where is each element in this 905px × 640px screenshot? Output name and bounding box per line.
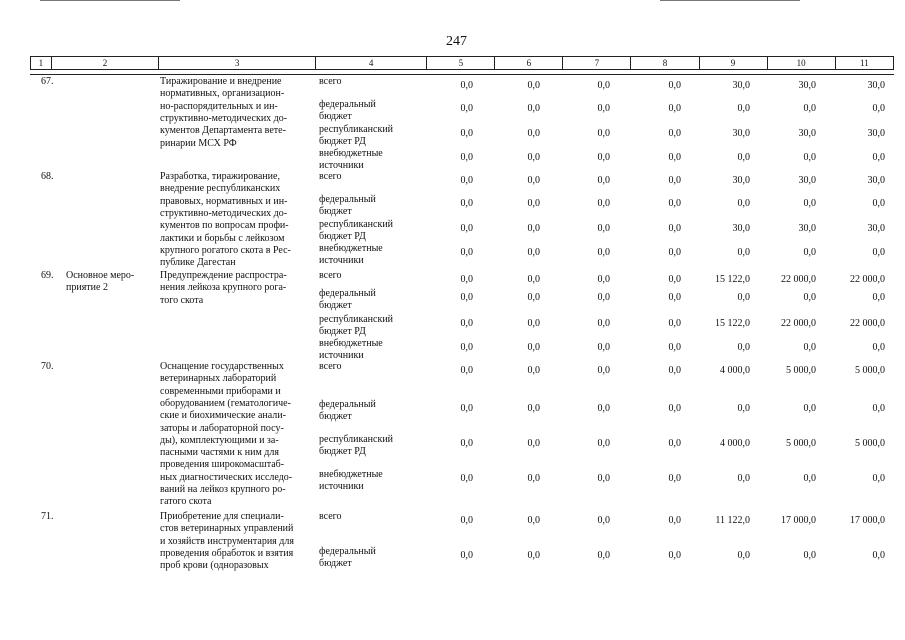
funding-value: 0,0 (597, 175, 610, 186)
funding-value: 0,0 (460, 438, 473, 449)
activity-description: заторы и лабораторной посу- (160, 422, 284, 434)
funding-source-label: бюджет РД (319, 326, 366, 338)
funding-source-label: республиканский (319, 434, 394, 445)
funding-value: 11 122,0 (715, 515, 750, 526)
funding-value: 0,0 (668, 438, 681, 449)
funding-value: 0,0 (460, 403, 473, 414)
funding-value: 0,0 (668, 247, 681, 258)
funding-value: 5 000,0 (786, 438, 816, 449)
funding-value: 30,0 (732, 128, 750, 139)
funding-source-label: бюджет (319, 300, 352, 312)
funding-value: 0,0 (872, 292, 885, 303)
funding-value: 0,0 (597, 80, 610, 91)
funding-value: 0,0 (460, 318, 473, 329)
activity-description: кументов по вопросам профи- (160, 220, 289, 232)
page-number: 247 (446, 34, 467, 49)
funding-value: 0,0 (527, 175, 540, 186)
funding-source-label: бюджет (319, 206, 352, 218)
funding-value: 30,0 (798, 80, 816, 91)
row-number: 71. (41, 511, 54, 522)
row-number: 69. (41, 270, 54, 281)
column-header: 5 (427, 57, 495, 70)
funding-value: 0,0 (803, 292, 816, 303)
top-edge-line (40, 0, 180, 1)
activity-description: Тиражирование и внедрение (160, 76, 282, 87)
funding-value: 22 000,0 (850, 274, 885, 285)
funding-source-label: республиканский (319, 219, 394, 230)
funding-value: 0,0 (737, 473, 750, 484)
funding-value: 0,0 (527, 342, 540, 353)
funding-value: 0,0 (668, 128, 681, 139)
funding-value: 17 000,0 (850, 515, 885, 526)
funding-value: 0,0 (737, 403, 750, 414)
funding-value: 0,0 (597, 247, 610, 258)
funding-source-label: бюджет (319, 411, 352, 423)
funding-value: 0,0 (803, 152, 816, 163)
funding-value: 0,0 (527, 473, 540, 484)
funding-value: 0,0 (460, 550, 473, 561)
funding-value: 0,0 (872, 473, 885, 484)
activity-description: структивно-методических до- (160, 207, 288, 219)
funding-value: 0,0 (527, 550, 540, 561)
funding-value: 0,0 (872, 152, 885, 163)
funding-value: 0,0 (597, 103, 610, 114)
funding-value: 0,0 (597, 318, 610, 329)
funding-value: 22 000,0 (781, 274, 816, 285)
funding-value: 0,0 (597, 342, 610, 353)
activity-description: пасными частями к ним для (160, 447, 279, 459)
funding-value: 0,0 (527, 223, 540, 234)
funding-value: 0,0 (527, 103, 540, 114)
activity-description: нормативных, организацион- (160, 88, 285, 100)
funding-source-label: источники (319, 160, 364, 172)
column-header: 10 (767, 57, 835, 70)
top-edge-line (660, 0, 800, 1)
funding-source-label: внебюджетные (319, 243, 383, 254)
activity-description: лактики и борьбы с лейкозом (160, 232, 285, 244)
funding-source-label: федеральный (319, 288, 376, 299)
funding-value: 0,0 (803, 103, 816, 114)
activity-description: Разработка, тиражирование, (160, 171, 280, 182)
funding-source-label: всего (319, 361, 342, 372)
funding-value: 0,0 (668, 223, 681, 234)
funding-value: 0,0 (460, 128, 473, 139)
funding-value: 0,0 (803, 403, 816, 414)
funding-source-label: всего (319, 511, 342, 522)
row-number: 70. (41, 361, 54, 372)
funding-value: 22 000,0 (781, 318, 816, 329)
funding-value: 15 122,0 (715, 274, 750, 285)
column-header-row (30, 56, 894, 70)
funding-value: 0,0 (460, 292, 473, 303)
funding-value: 0,0 (460, 365, 473, 376)
funding-value: 30,0 (798, 128, 816, 139)
program-label: приятие 2 (66, 282, 108, 294)
column-header: 3 (159, 57, 316, 70)
funding-value: 0,0 (460, 152, 473, 163)
funding-value: 0,0 (597, 292, 610, 303)
funding-value: 0,0 (668, 152, 681, 163)
activity-description: структивно-методических до- (160, 112, 288, 124)
funding-value: 0,0 (803, 550, 816, 561)
funding-value: 0,0 (803, 473, 816, 484)
funding-value: 0,0 (527, 274, 540, 285)
activity-description: оборудованием (гематологиче- (160, 397, 291, 409)
funding-value: 0,0 (872, 403, 885, 414)
funding-source-label: бюджет (319, 558, 352, 570)
activity-description: проведения обработок и взятия (160, 547, 294, 559)
funding-source-label: республиканский (319, 124, 394, 135)
activity-description: крупного рогатого скота в Рес- (160, 244, 291, 256)
program-label: Основное меро- (66, 270, 135, 281)
activity-description: кументов Департамента вете- (160, 125, 286, 137)
funding-value: 0,0 (527, 247, 540, 258)
funding-value: 30,0 (867, 223, 885, 234)
funding-value: 0,0 (668, 550, 681, 561)
activity-description: ветеринарных лабораторий (160, 373, 277, 385)
funding-value: 0,0 (597, 515, 610, 526)
funding-source-label: всего (319, 171, 342, 182)
funding-value: 0,0 (872, 550, 885, 561)
funding-value: 0,0 (597, 274, 610, 285)
funding-value: 0,0 (737, 550, 750, 561)
column-header: 6 (495, 57, 563, 70)
funding-value: 0,0 (527, 438, 540, 449)
funding-source-label: внебюджетные (319, 469, 383, 480)
funding-value: 0,0 (872, 198, 885, 209)
activity-description: нения лейкоза крупного рога- (160, 282, 287, 294)
funding-value: 0,0 (460, 103, 473, 114)
column-header: 11 (835, 57, 893, 70)
activity-description: стов ветеринарных управлений (160, 523, 294, 535)
funding-value: 4 000,0 (720, 438, 750, 449)
funding-source-label: источники (319, 350, 364, 362)
funding-value: 30,0 (798, 223, 816, 234)
funding-value: 0,0 (668, 292, 681, 303)
activity-description: того скота (160, 294, 204, 306)
funding-value: 0,0 (803, 198, 816, 209)
funding-value: 0,0 (597, 403, 610, 414)
funding-value: 0,0 (527, 318, 540, 329)
funding-value: 0,0 (737, 198, 750, 209)
funding-value: 0,0 (668, 274, 681, 285)
funding-value: 0,0 (668, 318, 681, 329)
funding-value: 5 000,0 (855, 438, 885, 449)
funding-value: 0,0 (872, 247, 885, 258)
funding-value: 0,0 (597, 198, 610, 209)
funding-source-label: всего (319, 76, 342, 87)
funding-value: 0,0 (668, 403, 681, 414)
funding-value: 0,0 (597, 438, 610, 449)
funding-value: 0,0 (872, 342, 885, 353)
funding-source-label: федеральный (319, 399, 376, 410)
row-number: 67. (41, 76, 54, 87)
funding-source-label: источники (319, 255, 364, 267)
funding-value: 0,0 (597, 128, 610, 139)
funding-value: 0,0 (668, 515, 681, 526)
funding-value: 0,0 (737, 342, 750, 353)
column-header: 9 (699, 57, 767, 70)
funding-source-label: федеральный (319, 546, 376, 557)
funding-source-label: бюджет РД (319, 231, 366, 243)
funding-source-label: источники (319, 481, 364, 493)
funding-value: 0,0 (527, 198, 540, 209)
activity-description: ские и биохимические анали- (160, 410, 286, 422)
activity-description: гатого скота (160, 496, 212, 508)
funding-value: 5 000,0 (855, 365, 885, 376)
funding-value: 0,0 (460, 80, 473, 91)
column-header: 1 (31, 57, 52, 70)
activity-description: и хозяйств инструментария для (160, 535, 294, 547)
column-header: 2 (51, 57, 158, 70)
funding-value: 0,0 (527, 292, 540, 303)
funding-value: 30,0 (732, 223, 750, 234)
funding-source-label: бюджет (319, 111, 352, 123)
funding-value: 0,0 (737, 292, 750, 303)
activity-description: ваний на лейкоз крупного ро- (160, 484, 286, 495)
funding-value: 0,0 (527, 403, 540, 414)
funding-value: 0,0 (597, 223, 610, 234)
activity-description: ных диагностических исследо- (160, 471, 293, 483)
funding-value: 0,0 (872, 103, 885, 114)
funding-value: 0,0 (803, 342, 816, 353)
funding-value: 0,0 (460, 473, 473, 484)
funding-value: 30,0 (798, 175, 816, 186)
funding-value: 0,0 (803, 247, 816, 258)
funding-source-label: бюджет РД (319, 446, 366, 458)
funding-value: 0,0 (460, 342, 473, 353)
funding-value: 30,0 (867, 128, 885, 139)
column-header: 4 (315, 57, 426, 70)
activity-description: проведения широкомасштаб- (160, 459, 285, 471)
funding-value: 30,0 (732, 80, 750, 91)
funding-value: 5 000,0 (786, 365, 816, 376)
funding-value: 0,0 (737, 247, 750, 258)
funding-value: 22 000,0 (850, 318, 885, 329)
funding-value: 0,0 (737, 103, 750, 114)
activity-description: правовых, нормативных и ин- (160, 195, 288, 207)
funding-value: 4 000,0 (720, 365, 750, 376)
column-header: 8 (631, 57, 699, 70)
funding-value: 0,0 (527, 152, 540, 163)
funding-value: 17 000,0 (781, 515, 816, 526)
funding-value: 0,0 (597, 152, 610, 163)
funding-value: 0,0 (460, 198, 473, 209)
funding-value: 30,0 (732, 175, 750, 186)
funding-value: 30,0 (867, 80, 885, 91)
funding-value: 15 122,0 (715, 318, 750, 329)
funding-source-label: федеральный (319, 99, 376, 110)
funding-value: 0,0 (460, 223, 473, 234)
funding-value: 0,0 (737, 152, 750, 163)
funding-value: 0,0 (460, 515, 473, 526)
funding-value: 0,0 (527, 128, 540, 139)
activity-description: но-распорядительных и ин- (160, 100, 278, 112)
funding-value: 0,0 (668, 365, 681, 376)
activity-description: Оснащение государственных (160, 361, 284, 372)
funding-value: 30,0 (867, 175, 885, 186)
funding-value: 0,0 (460, 274, 473, 285)
funding-value: 0,0 (668, 473, 681, 484)
funding-value: 0,0 (668, 198, 681, 209)
activity-description: внедрение республиканских (160, 183, 281, 195)
funding-source-label: внебюджетные (319, 338, 383, 349)
funding-value: 0,0 (668, 103, 681, 114)
funding-source-label: республиканский (319, 314, 394, 325)
funding-value: 0,0 (597, 473, 610, 484)
activity-description: современными приборами и (160, 385, 281, 397)
funding-value: 0,0 (668, 342, 681, 353)
funding-value: 0,0 (527, 365, 540, 376)
activity-description: публике Дагестан (160, 257, 236, 269)
funding-value: 0,0 (527, 80, 540, 91)
funding-value: 0,0 (597, 550, 610, 561)
funding-source-label: бюджет РД (319, 136, 366, 148)
activity-description: ринарии МСХ РФ (160, 137, 237, 149)
header-rule (30, 74, 894, 75)
funding-source-label: внебюджетные (319, 148, 383, 159)
funding-value: 0,0 (460, 247, 473, 258)
funding-value: 0,0 (668, 80, 681, 91)
funding-value: 0,0 (460, 175, 473, 186)
activity-description: проб крови (одноразовых (160, 560, 269, 572)
funding-source-label: всего (319, 270, 342, 281)
activity-description: Предупреждение распростра- (160, 270, 287, 281)
funding-value: 0,0 (597, 365, 610, 376)
column-header: 7 (563, 57, 631, 70)
funding-value: 0,0 (668, 175, 681, 186)
activity-description: Приобретение для специали- (160, 511, 284, 522)
activity-description: ды), комплектующими и за- (160, 434, 279, 446)
funding-source-label: федеральный (319, 194, 376, 205)
funding-value: 0,0 (527, 515, 540, 526)
row-number: 68. (41, 171, 54, 182)
